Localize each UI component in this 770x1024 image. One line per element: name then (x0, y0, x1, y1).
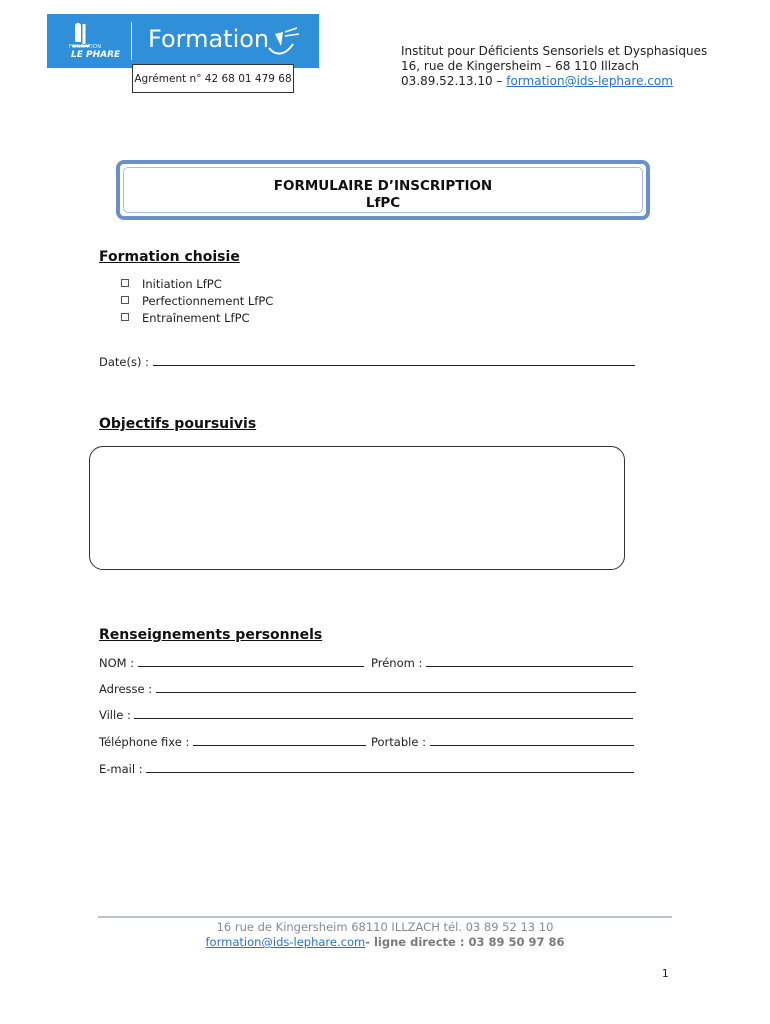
logo-phare-text: LE PHARE (71, 50, 121, 60)
prenom-label: Prénom : (371, 656, 423, 670)
logo-separator (131, 22, 132, 60)
footer-email-link[interactable]: formation@ids-lephare.com (205, 935, 366, 949)
checkbox-icon[interactable] (121, 313, 129, 321)
email-label: E-mail (99, 762, 136, 776)
email-colon: : (138, 762, 143, 776)
portable-colon: : (422, 735, 426, 749)
footer-address: 16 rue de Kingersheim 68110 ILLZACH tél. 03 89 52 13 10 (216, 920, 554, 934)
adresse-label: Adresse : (99, 682, 153, 696)
logo-fondation-text: FONDATION (69, 44, 102, 50)
checkbox-icon[interactable] (121, 296, 129, 304)
adresse-input-line[interactable] (156, 682, 636, 693)
lighthouse-beam-icon (261, 26, 301, 60)
tel-fixe-colon: : (185, 735, 190, 749)
logo-banner (47, 14, 319, 68)
form-title-line1: FORMULAIRE D’INSCRIPTION (273, 178, 493, 194)
institute-address: 16, rue de Kingersheim – 68 110 Illzach (401, 59, 639, 73)
checkbox-icon[interactable] (121, 279, 129, 287)
footer-rule (98, 916, 672, 918)
footer-direct-line: - ligne directe : 03 89 50 97 86 (365, 935, 565, 949)
formation-heading: Formation choisie (99, 249, 240, 265)
prenom-input-line[interactable] (426, 656, 633, 667)
institute-contact (401, 74, 707, 89)
page-number: 1 (662, 968, 669, 980)
portable-label: Portable (371, 735, 419, 749)
objectifs-heading: Objectifs poursuivis (99, 416, 257, 432)
option-initiation[interactable] (121, 277, 222, 291)
nom-input-line[interactable] (138, 656, 364, 667)
footer-contact (98, 935, 672, 949)
dates-field[interactable] (99, 355, 635, 369)
email-input-line[interactable] (146, 762, 634, 773)
option-label: Initiation LfPC (142, 277, 222, 291)
objectifs-textarea[interactable] (89, 446, 625, 570)
option-label: Perfectionnement LfPC (142, 294, 274, 308)
ville-label: Ville (99, 708, 124, 722)
nom-label: NOM : (99, 656, 135, 670)
ville-field[interactable] (99, 708, 633, 722)
form-title-box (116, 160, 650, 220)
option-entrainement[interactable] (121, 311, 250, 325)
agrement-box: Agrément n° 42 68 01 479 68 (132, 64, 294, 93)
logo-title: Formation (148, 25, 270, 53)
adresse-field[interactable] (99, 682, 636, 696)
form-title-line2: LfPC (365, 195, 401, 211)
nom-field[interactable] (99, 656, 364, 670)
institute-email-link[interactable]: formation@ids-lephare.com (506, 74, 673, 88)
ville-input-line[interactable] (134, 708, 633, 719)
tel-fixe-label: Téléphone fixe (99, 735, 182, 749)
portable-input-line[interactable] (430, 735, 634, 746)
form-title-inner (123, 167, 643, 213)
institute-phone: 03.89.52.13.10 – (401, 74, 503, 88)
ville-colon: : (126, 708, 131, 722)
option-label: Entraînement LfPC (142, 311, 250, 325)
institute-info (401, 44, 707, 89)
email-field[interactable] (99, 762, 634, 776)
dates-label: Date(s) (99, 355, 142, 369)
option-perfectionnement[interactable] (121, 294, 273, 308)
prenom-field[interactable] (371, 656, 633, 670)
form-title (124, 178, 642, 212)
dates-colon: : (145, 355, 149, 369)
personnel-heading: Renseignements personnels (99, 627, 323, 643)
tel-fixe-field[interactable] (99, 735, 366, 749)
institute-name: Institut pour Déficients Sensoriels et Dysphasiques (401, 44, 708, 58)
tel-fixe-input-line[interactable] (193, 735, 366, 746)
portable-field[interactable] (371, 735, 634, 749)
dates-input-line[interactable] (153, 355, 635, 366)
